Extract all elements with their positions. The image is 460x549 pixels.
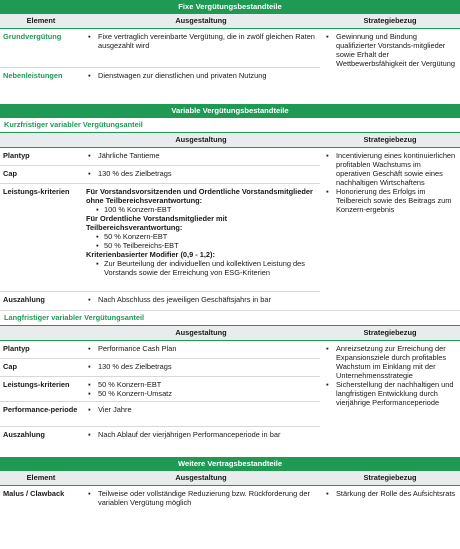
table-row: Leistungs-kriterien Für Vorstandsvorsitzenden und Ordentliche Vorstandsmitglieder ohne Teilbereichsverantwortung: ▪ 100 % Konzern-EBT Für Ordentliche Vorstandsmitglieder mit Teilbereichsverantwortung: ▪ 50 % Konzern-EBT ▪ 50 % Teilbereichs-EBT Kriterienbasierter Modifier (0,9 - 1,2): ▪ Zur Beurteilung der individuellen und kollektiven Leistung des Vorstands sowie der Erreichung von ESG-Kriterien: [0, 184, 320, 292]
criteria-item: Zur Beurteilung der individuellen und kollektiven Leistung des Vorstands sowie der Erreichung von ESG-Kriterien: [104, 259, 305, 278]
header-strategiebezug: Strategiebezug: [363, 328, 417, 337]
long-header-row: [0, 326, 460, 341]
table-row: [0, 148, 320, 166]
criteria-heading: Für Vorstandsvorsitzenden und Ordentliche Vorstandsmitglieder ohne Teilbereichsverantwortung:: [86, 187, 313, 206]
row-label-auszahlung: Auszahlung: [3, 430, 45, 439]
variable-section-title: Variable Vergütungsbestandteile: [0, 104, 460, 118]
table-row: Leistungs-kriterien ▪ 50 % Konzern-EBT ▪ 50 % Konzern-Umsatz: [0, 377, 320, 402]
fixed-section-title: Fixe Vergütungsbestandteile: [0, 0, 460, 14]
table-row: [0, 292, 320, 310]
long-strategie-cell: ▪ Anreizsetzung zur Erreichung der Expansionsziele durch profitables Wachstum im Einklang mit der Unternehmensstrategie ▪ Sicherstellung der nachhaltigen und langfristigen Entwicklung durch vierjährige Performanceperiode: [320, 341, 460, 445]
row-label-plantyp: Plantyp: [3, 151, 30, 160]
table-row: Auszahlung ▪ Nach Ablauf der vierjährigen Performanceperiode in bar: [0, 427, 320, 445]
fixed-header-row: [0, 14, 460, 29]
fixed-body: [0, 29, 460, 92]
row-text: Performance Cash Plan: [98, 344, 177, 353]
strategie-item: Incentivierung eines kontinuierlichen profitablen Wachstums im operativen Geschäft sowie eines nachhaltigen Wirtschaftens: [336, 151, 456, 188]
row-label-grundverguetung: Grundvergütung: [3, 32, 62, 41]
row-text: Jährliche Tantieme: [98, 151, 160, 160]
table-row: [0, 68, 320, 92]
row-text: 130 % des Zielbetrags: [98, 169, 172, 178]
criteria-heading: Kriterienbasierter Modifier (0,9 - 1,2):: [86, 250, 215, 260]
row-label-leistungskriterien: Leistungs-kriterien: [3, 380, 70, 389]
strategie-item: Sicherstellung der nachhaltigen und langfristigen Entwicklung durch vierjährige Performanceperiode: [336, 380, 454, 408]
bullet: ▪: [88, 151, 91, 160]
further-section-title: Weitere Vertragsbestandteile: [0, 457, 460, 471]
long-body: [0, 341, 460, 445]
fixed-strategie-cell: [320, 29, 460, 92]
header-element: Element: [26, 16, 56, 25]
criteria-heading: Für Ordentliche Vorstandsmitglieder mit Teilbereichsverantwortung:: [86, 214, 228, 233]
header-strategiebezug: Strategiebezug: [363, 135, 417, 144]
table-row: Malus / Clawback ▪ Teilweise oder vollständige Reduzierung bzw. Rückforderung der variablen Vergütung möglich ▪ Stärkung der Rolle des Aufsichtsrats: [0, 486, 460, 510]
further-header-row: [0, 471, 460, 486]
bullet: ▪: [88, 169, 91, 178]
bullet: ▪: [88, 71, 91, 80]
header-element: Element: [26, 473, 56, 482]
bullet: ▪: [326, 32, 329, 41]
table-row: Performance-periode ▪ Vier Jahre: [0, 402, 320, 427]
table-row: Plantyp ▪ Performance Cash Plan: [0, 341, 320, 359]
short-body: [0, 148, 460, 310]
row-label-cap: Cap: [3, 362, 17, 371]
row-label-cap: Cap: [3, 169, 17, 178]
strategie-item: Honorierung des Erfolgs im Teilbereich sowie des Beitrags zum Konzern-ergebnis: [336, 187, 452, 215]
row-text: Fixe vertraglich vereinbarte Vergütung, die in zwölf gleichen Raten ausgezahlt wird: [98, 32, 315, 51]
header-strategiebezug: Strategiebezug: [363, 473, 417, 482]
criteria-item: 50 % Konzern-Umsatz: [98, 389, 172, 399]
short-header-row: [0, 133, 460, 148]
row-text: Teilweise oder vollständige Reduzierung bzw. Rückforderung der variablen Vergütung möglich: [98, 489, 310, 508]
short-term-subtitle: Kurzfristiger variabler Vergütungsanteil: [0, 118, 460, 133]
row-text: Nach Abschluss des jeweiligen Geschäftsjahrs in bar: [98, 295, 271, 304]
criteria-item: 50 % Konzern-EBT: [98, 380, 162, 389]
header-ausgestaltung: Ausgestaltung: [175, 328, 227, 337]
row-text: Dienstwagen zur dienstlichen und privaten Nutzung: [98, 71, 267, 80]
row-label-plantyp: Plantyp: [3, 344, 30, 353]
criteria-item: 50 % Konzern-EBT: [104, 232, 168, 242]
row-text: Gewinnung und Bindung qualifizierter Vorstands-mitglieder sowie Erhalt der Wettbewerbsfähigkeit der Vergütung: [336, 32, 456, 69]
table-row: [0, 29, 320, 68]
criteria-item: 50 % Teilbereichs-EBT: [104, 241, 179, 251]
long-term-subtitle: Langfristiger variabler Vergütungsanteil: [0, 310, 460, 326]
row-label-leistungskriterien: Leistungs-kriterien: [3, 187, 70, 196]
header-ausgestaltung: Ausgestaltung: [175, 135, 227, 144]
bullet: ▪: [88, 32, 91, 41]
row-text: 130 % des Zielbetrags: [98, 362, 172, 371]
row-label-malus-clawback: Malus / Clawback: [3, 489, 65, 498]
table-row: Cap ▪ 130 % des Zielbetrags: [0, 359, 320, 377]
row-text: Stärkung der Rolle des Aufsichtsrats: [336, 489, 456, 498]
header-strategiebezug: Strategiebezug: [363, 16, 417, 25]
table-row: [0, 166, 320, 184]
row-label-performanceperiode: Performance-periode: [3, 405, 78, 414]
bullet: ▪: [88, 295, 91, 304]
row-text: Vier Jahre: [98, 405, 132, 414]
header-ausgestaltung: Ausgestaltung: [175, 473, 227, 482]
header-ausgestaltung: Ausgestaltung: [175, 16, 227, 25]
criteria-item: 100 % Konzern-EBT: [104, 205, 172, 215]
short-strategie-cell: ▪ Incentivierung eines kontinuierlichen profitablen Wachstums im operativen Geschäft sowie eines nachhaltigen Wirtschaftens ▪ Honorierung des Erfolgs im Teilbereich sowie des Beitrags zum Konzern-ergebnis: [326, 151, 456, 215]
strategie-item: Anreizsetzung zur Erreichung der Expansionsziele durch profitables Wachstum im Einklang mit der Unternehmensstrategie: [336, 344, 447, 381]
row-label-auszahlung: Auszahlung: [3, 295, 45, 304]
row-label-nebenleistungen: Nebenleistungen: [3, 71, 63, 80]
row-text: Nach Ablauf der vierjährigen Performanceperiode in bar: [98, 430, 281, 439]
